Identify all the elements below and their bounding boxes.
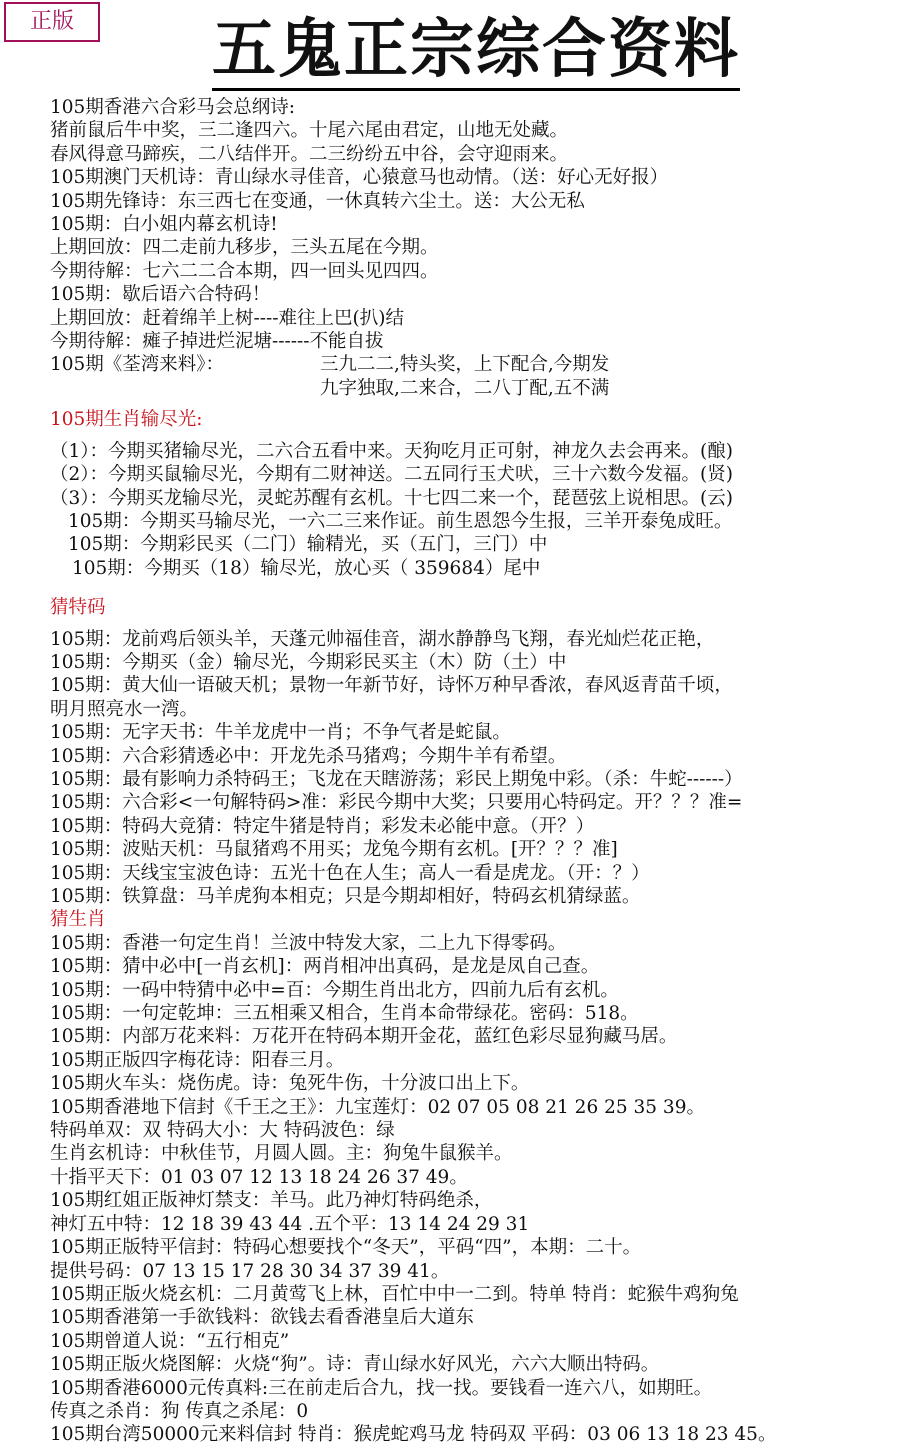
text-line: 105期红姐正版神灯禁支：羊马。此乃神灯特码绝杀， xyxy=(50,1190,493,1212)
authentic-badge: 正版 xyxy=(4,2,100,42)
text-line: 105期正版特平信封：特码心想要找个“冬天”，平码“四”，本期：二十。 xyxy=(50,1237,642,1259)
text-line: 105期：波贴天机：马鼠猪鸡不用买；龙兔今期有玄机。[开？？？准] xyxy=(50,839,618,861)
text-line: 生肖玄机诗：中秋佳节，月圆人圆。主：狗兔牛鼠猴羊。 xyxy=(50,1143,513,1165)
text-line: 今期待解：瘫子掉进烂泥塘------不能自拔 xyxy=(50,331,384,353)
text-line: 105期香港地下信封《千王之王》：九宝莲灯：02 07 05 08 21 26 25 35 39。 xyxy=(50,1096,705,1118)
section-title-guess-code: 猜特码 xyxy=(50,597,106,619)
text-line: 105期：龙前鸡后领头羊，天蓬元帅福佳音，湖水静静鸟飞翔，春光灿烂花正艳， xyxy=(50,628,715,650)
text-line: 105期：六合彩<一句解特码>准：彩民今期中大奖；只要用心特码定。开？？？准= xyxy=(50,792,743,814)
lai-liao-block xyxy=(50,353,900,376)
text-line: 105期：今期买（金）输尽光，今期彩民买主（木）防（土）中 xyxy=(50,651,567,673)
text-line: 十指平天下：01 03 07 12 13 18 24 26 37 49。 xyxy=(50,1166,468,1188)
text-line: 神灯五中特：12 18 39 43 44 .五个平：13 14 24 29 31 xyxy=(50,1213,530,1235)
text-line: 明月照亮水一湾。 xyxy=(50,698,199,720)
text-line: 105期正版火烧图解：火烧“狗”。诗：青山绿水好风光，六六大顺出特码。 xyxy=(50,1354,660,1376)
text-line: （2）：今期买鼠输尽光，今期有二财神送。二五同行玉犬吠，三十六数今发福。(贤) xyxy=(50,464,733,486)
text-line: 105期：今期彩民买（二门）输精光，买（五门，三门）中 xyxy=(68,534,548,556)
text-line: 105期：香港一句定生肖！兰波中特发大家，二上九下得零码。 xyxy=(50,932,567,954)
text-line: 105期：特码大竞猜：特定牛猪是特肖；彩发未必能中意。（开？） xyxy=(50,815,595,837)
text-line: 105期火车头：烧伤虎。诗：兔死牛伤，十分波口出上下。 xyxy=(50,1073,530,1095)
lai-liao-line: 九字独取,二来合，二八丁配,五不满 xyxy=(320,377,610,399)
text-line: 105期：内部万花来料：万花开在特码本期开金花，蓝红色彩尽显狗藏马居。 xyxy=(50,1026,678,1048)
lai-liao-line: 三九二二,特头奖，上下配合,今期发 xyxy=(320,354,610,376)
text-line: 105期：猜中必中[一肖玄机]：两肖相冲出真码，是龙是凤自己查。 xyxy=(50,956,600,978)
text-line: 105期先锋诗：东三西七在变通，一休真转六尘土。送：大公无私 xyxy=(50,190,585,212)
section-title-guess-zodiac: 猜生肖 xyxy=(50,909,106,931)
page-title: 五鬼正宗综合资料 xyxy=(212,12,740,91)
text-line: （1）：今期买猪输尽光，二六合五看中来。天狗吃月正可射，神龙久去会再来。(酿) xyxy=(50,440,733,462)
text-line: （3）：今期买龙输尽光，灵蛇苏醒有玄机。十七四二来一个，琵琶弦上说相思。(云) xyxy=(50,487,733,509)
text-line: 105期：一码中特猜中必中=百：今期生肖出北方，四前九后有玄机。 xyxy=(50,979,619,1001)
text-line: 105期：歇后语六合特码！ xyxy=(50,284,271,306)
text-line: 105期正版火烧玄机：二月黄莺飞上林，百忙中中一二到。特单 特肖：蛇猴牛鸡狗兔 xyxy=(50,1283,739,1305)
text-line: 105期曾道人说：“五行相克” xyxy=(50,1330,290,1352)
text-line: 105期：铁算盘：马羊虎狗本相克；只是今期却相好，特码玄机猜绿蓝。 xyxy=(50,886,641,907)
lai-liao-label: 105期《荃湾来料》： xyxy=(50,354,225,376)
section-title-shengxiao: 105期生肖输尽光: xyxy=(50,409,203,431)
text-line: 105期香港六合彩马会总纲诗: xyxy=(50,97,296,118)
text-line: 105期：今期买马输尽光，一六二三来作证。前生恩怨今生报，三羊开泰兔成旺。 xyxy=(68,510,733,532)
text-line: 105期正版四字梅花诗：阳春三月。 xyxy=(50,1049,345,1071)
text-line: 特码单双：双 特码大小：大 特码波色：绿 xyxy=(50,1120,395,1142)
text-line: 105期：无字天书：牛羊龙虎中一肖；不争气者是蛇鼠。 xyxy=(50,722,511,744)
document-body xyxy=(50,96,900,1446)
text-line: 105期：今期买（18）输尽光，放心买（ 359684）尾中 xyxy=(72,557,541,579)
text-line: 105期：白小姐内幕玄机诗! xyxy=(50,214,278,236)
text-line: 105期：六合彩猜透必中：开龙先杀马猪鸡；今期牛羊有希望。 xyxy=(50,745,567,767)
text-line: 105期香港6000元传真料:三在前走后合九，找一找。要钱看一连六八，如期旺。 xyxy=(50,1377,713,1399)
text-line: 上期回放：赶着绵羊上树----难往上巴(扒)结 xyxy=(50,307,404,329)
text-line: 105期澳门天机诗：青山绿水寻佳音，心猿意马也动情。（送：好心无好报） xyxy=(50,167,669,189)
text-line: 春风得意马蹄疾，二八结伴开。二三纷纷五中谷，会守迎雨来。 xyxy=(50,143,569,165)
text-line: 105期：最有影响力杀特码王；飞龙在天瞎游荡；彩民上期兔中彩。（杀：牛蛇------） xyxy=(50,768,743,790)
text-line: 猪前鼠后牛中奖，三二逢四六。十尾六尾由君定，山地无处藏。 xyxy=(50,120,569,142)
text-line: 上期回放：四二走前九移步，三头五尾在今期。 xyxy=(50,237,439,259)
text-line: 105期香港第一手欲钱料：欲钱去看香港皇后大道东 xyxy=(50,1307,474,1329)
text-line: 提供号码：07 13 15 17 28 30 34 37 39 41。 xyxy=(50,1260,450,1282)
text-line: 105期：天线宝宝波色诗：五光十色在人生；高人一看是虎龙。（开：？） xyxy=(50,862,650,884)
text-line: 105期：一句定乾坤：三五相乘又相合，生肖本命带绿花。密码：518。 xyxy=(50,1003,639,1025)
text-line: 105期：黄大仙一语破天机；景物一年新节好，诗怀万种早香浓，春风返青苗千顷， xyxy=(50,675,733,697)
text-line: 传真之杀肖：狗 传真之杀尾：0 xyxy=(50,1400,309,1422)
text-line: 今期待解：七六二二合本期，四一回头见四四。 xyxy=(50,260,439,282)
text-line: 105期台湾50000元来料信封 特肖：猴虎蛇鸡马龙 特码双 平码：03 06 13 18 23 45。 xyxy=(50,1424,777,1446)
